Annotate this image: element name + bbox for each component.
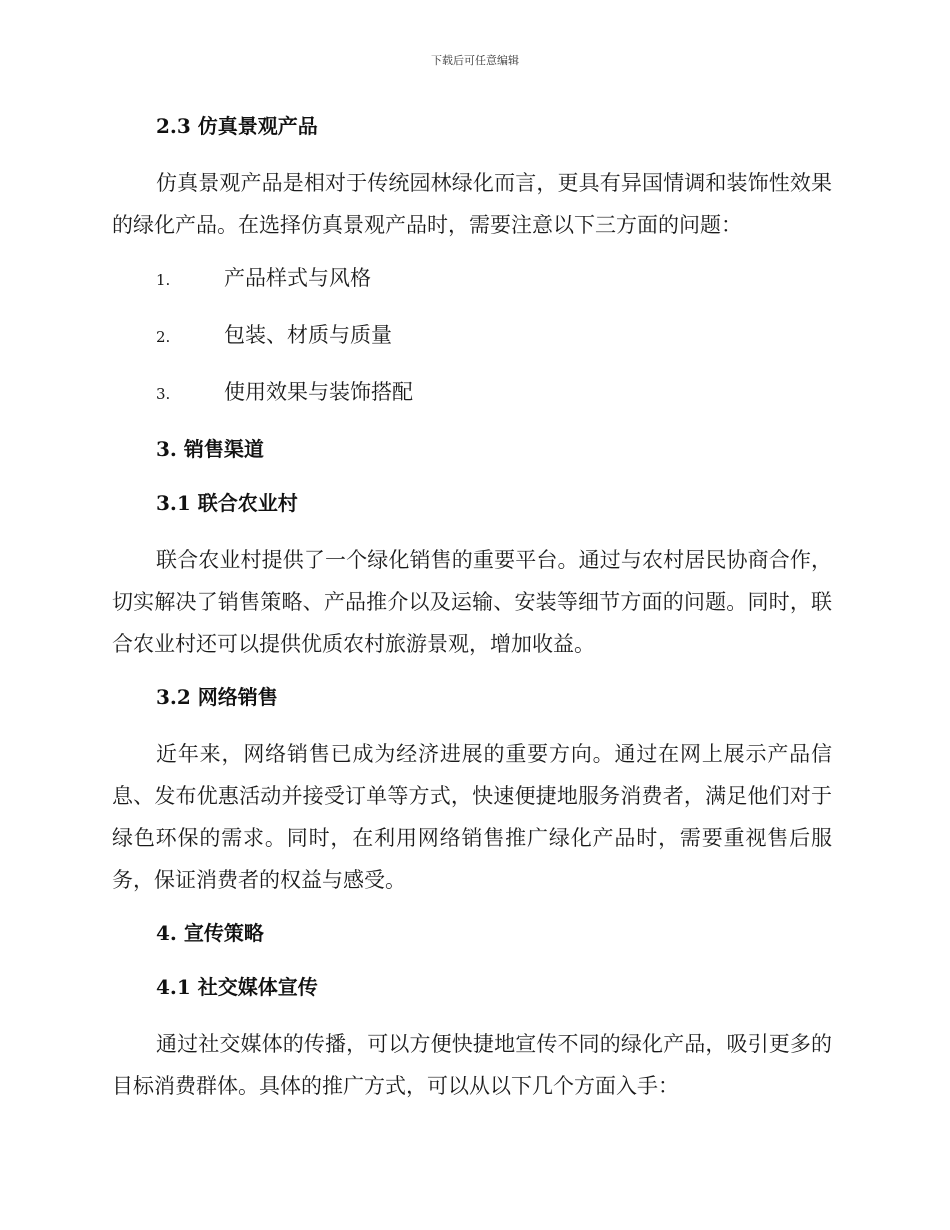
- section-heading-3: 3. 销售渠道: [156, 437, 264, 461]
- numbered-list: [112, 260, 832, 412]
- document-body: [112, 108, 832, 1121]
- list-item: [112, 374, 832, 412]
- page-header: 下载后可任意编辑: [431, 54, 519, 67]
- section-heading-4-1: 4.1 社交媒体宣传: [156, 975, 318, 999]
- paragraph-2-3: 仿真景观产品是相对于传统园林绿化而言，更具有异国情调和装饰性效果的绿化产品。在选择仿真景观产品时，需要注意以下三方面的问题：: [112, 171, 832, 237]
- list-item-number: 2.: [156, 328, 171, 346]
- list-item: [112, 317, 832, 355]
- list-item-number: 1.: [156, 271, 171, 289]
- section-heading-4: 4. 宣传策略: [156, 921, 264, 945]
- section-heading-2-3: 2.3 仿真景观产品: [156, 114, 318, 138]
- list-item-text: 包装、材质与质量: [224, 323, 392, 347]
- list-item-text: 使用效果与装饰搭配: [224, 380, 413, 404]
- list-item-number: 3.: [156, 385, 171, 403]
- paragraph-3-1: 联合农业村提供了一个绿化销售的重要平台。通过与农村居民协商合作，切实解决了销售策略、产品推介以及运输、安装等细节方面的问题。同时，联合农业村还可以提供优质农村旅游景观，增加收益。: [112, 548, 832, 656]
- section-heading-3-2: 3.2 网络销售: [156, 685, 278, 709]
- paragraph-3-2: 近年来，网络销售已成为经济进展的重要方向。通过在网上展示产品信息、发布优惠活动并接受订单等方式，快速便捷地服务消费者，满足他们对于绿色环保的需求。同时，在利用网络销售推广绿化产品时，需要重视售后服务，保证消费者的权益与感受。: [112, 742, 832, 892]
- list-item: [112, 260, 832, 298]
- section-heading-3-1: 3.1 联合农业村: [156, 491, 298, 515]
- paragraph-4-1: 通过社交媒体的传播，可以方便快捷地宣传不同的绿化产品，吸引更多的目标消费群体。具体的推广方式，可以从以下几个方面入手：: [112, 1032, 832, 1098]
- list-item-text: 产品样式与风格: [224, 266, 371, 290]
